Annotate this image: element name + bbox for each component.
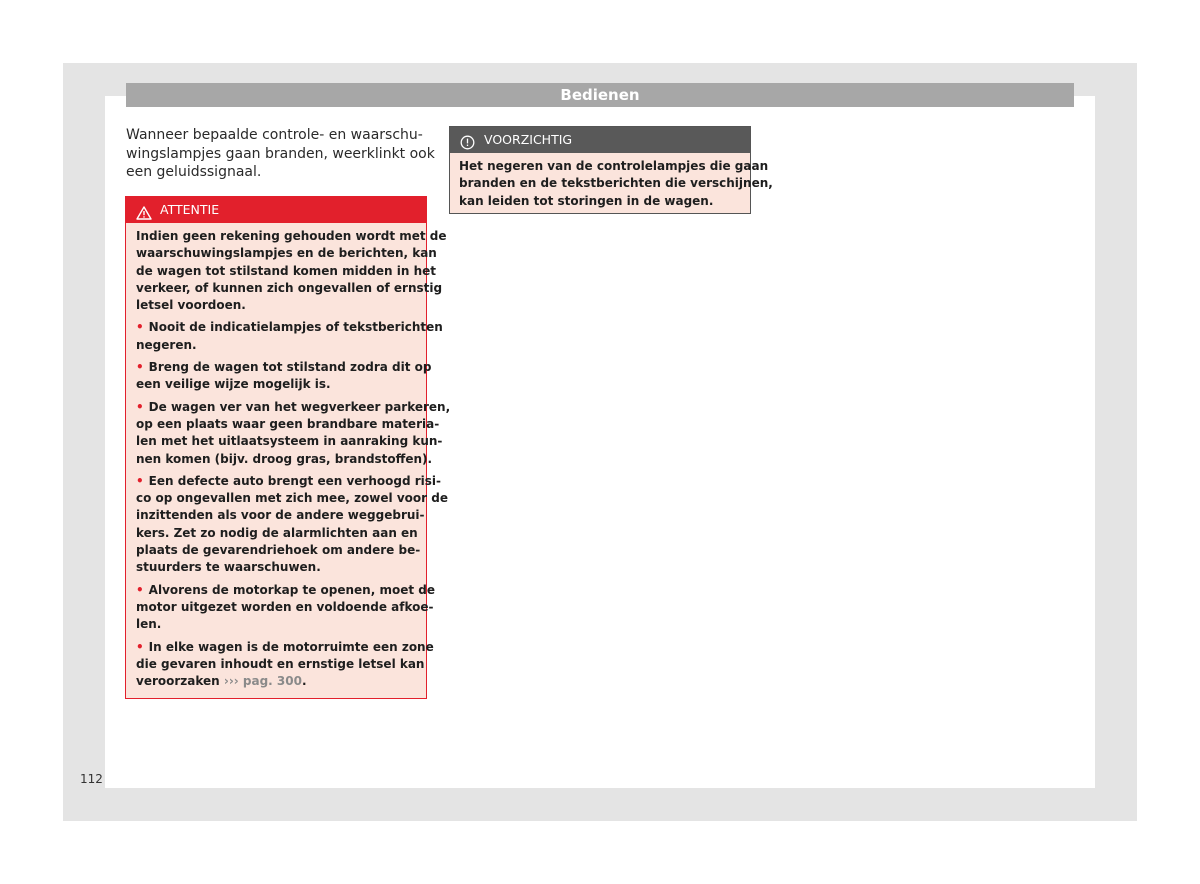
warning-line: Alvorens de motorkap te openen, moet de [148,582,435,597]
warning-line: een veilige wijze mogelijk is. [136,377,331,392]
warning-box [125,196,451,699]
intro-paragraph [126,126,435,182]
intro-line: wingslampjes gaan branden, weerklinkt ook [126,145,435,162]
warning-bullet [136,639,434,691]
warning-line: Indien geen rekening gehouden wordt met de [136,229,447,243]
bullet-icon: • [136,639,144,654]
bullet-icon: • [136,360,144,375]
warning-line: inzittenden als voor de andere weggebrui- [136,508,425,523]
warning-line: Breng de wagen tot stilstand zodra dit op [148,360,432,375]
caution-title: VOORZICHTIG [484,132,573,147]
warning-bullet [136,319,443,354]
caution-body [450,153,773,210]
warning-line: de wagen tot stilstand komen midden in het [136,263,436,278]
warning-bullet [136,473,448,577]
warning-line: negeren. [136,337,197,352]
intro-line: een geluidssignaal. [126,164,262,180]
warning-title: ATTENTIE [160,202,220,217]
warning-line: co op ongevallen met zich mee, zowel voor de [136,491,448,506]
caution-box [449,126,773,214]
warning-line: verkeer, of kunnen zich ongevallen of ernstig [136,280,443,295]
caution-line: branden en de tekstberichten die verschijnen, [459,176,773,191]
caution-line: Het negeren van de controlelampjes die gaan [459,159,769,173]
intro-line: Wanneer bepaalde controle- en waarschu- [126,127,423,143]
caution-line: kan leiden tot storingen in de wagen. [459,193,714,208]
warning-line: len met het uitlaatsysteem in aanraking kun- [136,434,443,449]
warning-bullet [136,399,451,468]
bullet-icon: • [136,320,144,335]
warning-line: op een plaats waar geen brandbare materia- [136,416,440,431]
warning-triangle-icon [136,203,152,217]
page-number: 112 [80,772,103,786]
warning-line: veroorzaken [136,674,224,689]
bullet-icon: • [136,582,144,597]
warning-line: De wagen ver van het wegverkeer parkeren, [148,399,451,414]
warning-line: nen komen (bijv. droog gras, brandstoffen). [136,451,433,466]
warning-line: letsel voordoen. [136,298,246,313]
warning-line: motor uitgezet worden en voldoende afkoe- [136,599,434,614]
warning-bullet [136,359,432,394]
exclamation-circle-icon [460,133,475,148]
warning-line: Een defecte auto brengt een verhoogd risi- [148,473,442,488]
warning-line: plaats de gevarendriehoek om andere be- [136,543,421,558]
warning-line: len. [136,617,162,632]
warning-line: In elke wagen is de motorruimte een zone [148,639,434,654]
section-title: Bedienen [126,83,1074,107]
caution-header [450,127,750,153]
warning-line: kers. Zet zo nodig de alarmlichten aan en [136,525,418,540]
warning-line: waarschuwingslampjes en de berichten, kan [136,246,437,261]
warning-line: Nooit de indicatielampjes of tekstberichten [148,320,443,335]
warning-body [126,223,451,690]
bullet-icon: • [136,473,144,488]
warning-line-suffix: . [301,674,307,689]
page-reference-link[interactable]: ››› pag. 300 [223,674,302,689]
warning-bullet [136,582,435,634]
warning-intro [136,228,447,314]
bullet-icon: • [136,399,144,414]
warning-header [126,197,426,223]
warning-line: stuurders te waarschuwen. [136,560,321,575]
warning-line: die gevaren inhoudt en ernstige letsel kan [136,656,425,671]
